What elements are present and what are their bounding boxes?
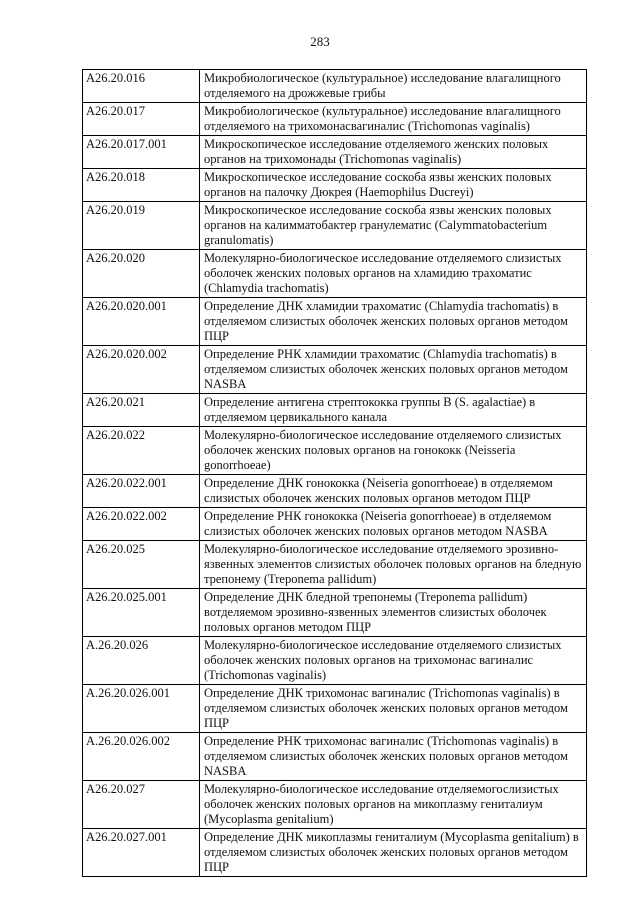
- service-code: A26.20.025.001: [83, 589, 200, 637]
- service-code: A.26.20.026: [83, 637, 200, 685]
- service-code: A26.20.022.001: [83, 475, 200, 508]
- service-description: Определение антигена стрептококка группы В (S. agalactiae) в отделяемом цервикального канала: [200, 394, 587, 427]
- service-description: Молекулярно-биологическое исследование отделяемого слизистых оболочек женских половых органов на хламидию трахоматис (Chlamydia trachomatis): [200, 250, 587, 298]
- service-description: Микроскопическое исследование отделяемого женских половых органов на трихомонады (Trichomonas vaginalis): [200, 136, 587, 169]
- table-row: [83, 427, 587, 475]
- table-row: [83, 250, 587, 298]
- service-description: Микроскопическое исследование соскоба язвы женских половых органов на палочку Дюкрея (Haemophilus Ducreyi): [200, 169, 587, 202]
- service-description: Молекулярно-биологическое исследование отделяемого эрозивно-язвенных элементов слизистых оболочек половых органов на бледную трепонему (Treponema pallidum): [200, 541, 587, 589]
- service-code: A26.20.018: [83, 169, 200, 202]
- service-description: Молекулярно-биологическое исследование отделяемого слизистых оболочек женских половых органов на трихомонас вагиналис (Trichomonas vaginalis): [200, 637, 587, 685]
- table-row: [83, 394, 587, 427]
- service-description: Молекулярно-биологическое исследование отделяемогослизистых оболочек женских половых органов на микоплазму гениталиум (Mycoplasma genitalium): [200, 781, 587, 829]
- table-row: [83, 781, 587, 829]
- table-row: [83, 169, 587, 202]
- table-row: [83, 508, 587, 541]
- table-row: [83, 136, 587, 169]
- service-description: Молекулярно-биологическое исследование отделяемого слизистых оболочек женских половых органов на гонококк (Neisseria gonorrhoeae): [200, 427, 587, 475]
- service-description: Определение РНК гонококка (Neiseria gonorrhoeae) в отделяемом слизистых оболочек женских половых органов методом NASBA: [200, 508, 587, 541]
- table-row: [83, 541, 587, 589]
- table-row: [83, 103, 587, 136]
- table-row: [83, 685, 587, 733]
- service-code: A26.20.017: [83, 103, 200, 136]
- service-code: A.26.20.026.002: [83, 733, 200, 781]
- service-code: A26.20.016: [83, 70, 200, 103]
- page-number: 283: [310, 34, 330, 49]
- service-code: A26.20.020.001: [83, 298, 200, 346]
- service-description: Определение ДНК хламидии трахоматис (Chlamydia trachomatis) в отделяемом слизистых оболочек женских половых органов методом ПЦР: [200, 298, 587, 346]
- table-row: [83, 70, 587, 103]
- table-body: [83, 70, 587, 877]
- table-row: [83, 202, 587, 250]
- service-description: Определение ДНК гонококка (Neiseria gonorrhoeae) в отделяемом слизистых оболочек женских половых органов методом ПЦР: [200, 475, 587, 508]
- service-description: Определение ДНК бледной трепонемы (Treponema pallidum) вотделяемом эрозивно-язвенных элементов слизистых оболочек половых органов методом ПЦР: [200, 589, 587, 637]
- table-row: [83, 733, 587, 781]
- table-row: [83, 637, 587, 685]
- table-row: [83, 475, 587, 508]
- service-code: A26.20.020: [83, 250, 200, 298]
- table-row: [83, 829, 587, 877]
- service-codes-table: [82, 69, 587, 877]
- service-description: Микроскопическое исследование соскоба язвы женских половых органов на калимматобактер гранулематис (Calymmatobacterium granulomatis): [200, 202, 587, 250]
- service-code: A.26.20.026.001: [83, 685, 200, 733]
- service-code: A26.20.020.002: [83, 346, 200, 394]
- table-row: [83, 346, 587, 394]
- service-description: Микробиологическое (культуральное) исследование влагалищного отделяемого на дрожжевые грибы: [200, 70, 587, 103]
- table-row: [83, 589, 587, 637]
- service-code: A26.20.022.002: [83, 508, 200, 541]
- service-code: A26.20.025: [83, 541, 200, 589]
- service-description: Определение ДНК трихомонас вагиналис (Trichomonas vaginalis) в отделяемом слизистых оболочек женских половых органов методом ПЦР: [200, 685, 587, 733]
- service-code: A26.20.027.001: [83, 829, 200, 877]
- service-description: Определение РНК трихомонас вагиналис (Trichomonas vaginalis) в отделяемом слизистых оболочек женских половых органов методом NASBA: [200, 733, 587, 781]
- service-description: Микробиологическое (культуральное) исследование влагалищного отделяемого на трихомонасвагиналис (Trichomonas vaginalis): [200, 103, 587, 136]
- service-code: A26.20.027: [83, 781, 200, 829]
- service-description: Определение ДНК микоплазмы гениталиум (Mycoplasma genitalium) в отделяемом слизистых оболочек женских половых органов методом ПЦР: [200, 829, 587, 877]
- service-code: A26.20.022: [83, 427, 200, 475]
- table-row: [83, 298, 587, 346]
- service-code: A26.20.019: [83, 202, 200, 250]
- service-code: A26.20.017.001: [83, 136, 200, 169]
- service-description: Определение РНК хламидии трахоматис (Chlamydia trachomatis) в отделяемом слизистых оболочек женских половых органов методом NASBA: [200, 346, 587, 394]
- service-code: A26.20.021: [83, 394, 200, 427]
